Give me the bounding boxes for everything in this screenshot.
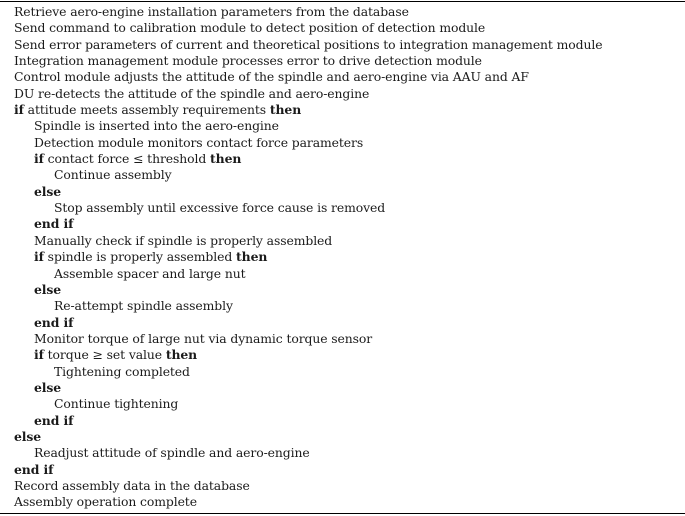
keyword: else: [34, 379, 62, 395]
algorithm-lines: [14, 4, 679, 511]
keyword: end if: [34, 314, 74, 330]
algorithm-line: [14, 53, 679, 69]
algorithm-line: [14, 200, 679, 216]
statement-text: Re-attempt spindle assembly: [54, 298, 233, 314]
algorithm-line: [14, 102, 679, 118]
algorithm-line: [14, 216, 679, 232]
statement-text: Monitor torque of large nut via dynamic torque sensor: [34, 330, 373, 346]
algorithm-line: [14, 282, 679, 298]
statement-text: Retrieve aero-engine installation parameters from the database: [14, 4, 409, 19]
statement-text: attitude meets assembly requirements: [23, 102, 270, 118]
algorithm-line: [14, 396, 679, 412]
top-rule: [0, 1, 685, 2]
algorithm-line: [14, 478, 679, 494]
algorithm-line: [14, 429, 679, 445]
keyword: end if: [14, 461, 54, 477]
algorithm-line: [14, 298, 679, 314]
algorithm-line: [14, 462, 679, 478]
algorithm-line: [14, 233, 679, 249]
statement-text: Tightening completed: [54, 363, 190, 379]
statement-text: Send error parameters of current and theoretical positions to integration management module: [14, 36, 603, 52]
statement-text: Continue tightening: [54, 396, 179, 412]
algorithm-line: [14, 266, 679, 282]
statement-text: Manually check if spindle is properly assembled: [34, 232, 333, 248]
keyword: if: [34, 347, 44, 363]
algorithm-line: [14, 347, 679, 363]
algorithm-line: [14, 184, 679, 200]
statement-text: Stop assembly until excessive force cause is removed: [54, 200, 386, 216]
keyword: if: [34, 151, 44, 167]
statement-text: spindle is properly assembled: [43, 249, 237, 265]
keyword: else: [14, 428, 42, 444]
algorithm-line: [14, 37, 679, 53]
statement-text: Continue assembly: [54, 167, 172, 183]
statement-text: Control module adjusts the attitude of the spindle and aero-engine via AAU and AF: [14, 69, 529, 85]
algorithm-line: [14, 4, 679, 20]
algorithm-line: [14, 331, 679, 347]
statement-text: Assemble spacer and large nut: [54, 265, 246, 281]
algorithm-line: [14, 494, 679, 510]
algorithm-line: [14, 167, 679, 183]
algorithm-line: [14, 20, 679, 36]
keyword: then: [210, 151, 242, 167]
statement-text: Detection module monitors contact force parameters: [34, 134, 364, 150]
algorithm-line: [14, 445, 679, 461]
keyword: else: [34, 183, 62, 199]
statement-text: Spindle is inserted into the aero-engine: [34, 118, 279, 134]
statement-text: Integration management module processes error to drive detection module: [14, 53, 482, 69]
statement-text: contact force ≤ threshold: [43, 151, 211, 167]
statement-text: torque ≥ set value: [43, 347, 166, 363]
keyword: else: [34, 281, 62, 297]
statement-text: DU re-detects the attitude of the spindle and aero-engine: [14, 85, 370, 101]
keyword: then: [269, 102, 302, 118]
statement-text: Assembly operation complete: [14, 494, 197, 510]
algorithm-line: [14, 118, 679, 134]
algorithm-line: [14, 364, 679, 380]
algorithm-line: [14, 151, 679, 167]
algorithm-line: [14, 380, 679, 396]
keyword: then: [165, 347, 198, 363]
algorithm-line: [14, 69, 679, 85]
algorithm-line: [14, 315, 679, 331]
statement-text: Readjust attitude of spindle and aero-engine: [34, 445, 310, 461]
algorithm-line: [14, 249, 679, 265]
bottom-rule: [0, 513, 685, 514]
statement-text: Record assembly data in the database: [14, 477, 250, 493]
algorithm-line: [14, 86, 679, 102]
keyword: if: [14, 102, 24, 118]
statement-text: Send command to calibration module to detect position of detection module: [14, 20, 486, 36]
algorithm-line: [14, 135, 679, 151]
keyword: end if: [34, 412, 74, 428]
keyword: end if: [34, 216, 74, 232]
algorithm-line: [14, 413, 679, 429]
keyword: if: [34, 249, 44, 265]
keyword: then: [236, 249, 268, 265]
